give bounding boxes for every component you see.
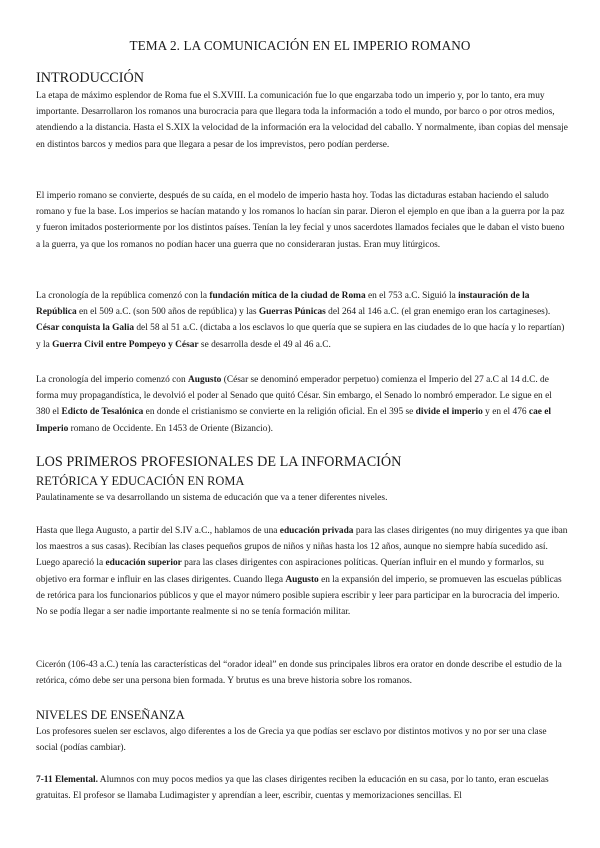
- text-run: y en el 476: [482, 407, 529, 418]
- text-run: Hasta que llega Augusto, a partir del S.IV a.C., hablamos de una: [36, 526, 280, 536]
- bold-text: Guerras Púnicas: [258, 307, 326, 318]
- paragraph: [36, 88, 568, 153]
- text-run: La etapa de máximo esplendor de Roma fue el S.XVIII. La comunicación fue lo que engarzaba todo un imperio y, por lo tanto, era muy importante. Desarrollaron los romanos una burocracia para que llegara toda la información a todo el mundo, por barco o por otros medios, atendiendo a la distancia. Hasta el S.XIX la velocidad de la información era la velocidad del caballo. Y normalmente, iban copias del mensaje en distintos barcos y medios para que llegara a pesar de los imprevistos, pero podían perderse.: [36, 91, 568, 150]
- bold-text: Augusto: [285, 574, 319, 585]
- text-run: Paulatinamente se va desarrollando un sistema de educación que va a tener diferentes niveles.: [36, 493, 388, 503]
- section-heading-niveles: NIVELES DE ENSEÑANZA: [36, 708, 185, 722]
- section-heading-profesionales: LOS PRIMEROS PROFESIONALES DE LA INFORMACIÓN: [36, 454, 402, 470]
- text-run: para las clases dirigentes (no muy dirigentes ya que iban los maestros a sus casas). Recibían las clases pequeños grupos de niños y niñas hasta los 12 años, aunque no siempre había sucedido así. Luego apareció la: [36, 526, 568, 569]
- text-run: Los profesores suelen ser esclavos, algo diferentes a los de Grecia ya que podías ser esclavo por distintos motivos y no por ser una clase social (podías cambiar).: [36, 727, 547, 754]
- paragraph: [36, 288, 568, 353]
- text-run: en el 753 a.C. Siguió la: [365, 291, 459, 301]
- text-run: del 264 al 146 a.C. (el gran enemigo eran los cartagineses).: [325, 307, 551, 318]
- text-run: La cronología de la república comenzó con la: [36, 291, 210, 301]
- bold-text: cae el Imperio: [36, 407, 552, 434]
- paragraph: [36, 657, 568, 689]
- text-run: en el 509 a.C. (son 500 años de república) y las: [76, 307, 259, 318]
- paragraph: [36, 188, 568, 253]
- paragraph: [36, 724, 568, 756]
- paragraph: [36, 772, 568, 804]
- bold-text: Augusto: [188, 375, 222, 385]
- paragraph: [36, 490, 568, 506]
- text-run: para las clases dirigentes con aspiraciones políticas. Querían influir en el mundo y formarlos, su objetivo era formar e influir en las clases dirigentes. Cuando llega: [36, 558, 544, 585]
- text-run: se desarrolla desde el 49 al 46 a.C.: [198, 339, 331, 350]
- bold-text: 7-11 Elemental.: [36, 775, 98, 785]
- text-run: en donde el cristianismo se convierte en la religión oficial. En el 395 se: [143, 407, 416, 418]
- text-run: El imperio romano se convierte, después de su caída, en el modelo de imperio hasta hoy. Todas las dictaduras estaban haciendo el saludo romano y fue la base. Los imperios se hacían matando y los romanos lo hacían sin parar. Dieron el ejemplo en que iban a la guerra por la paz y fueron imitados posteriormente por los distintos países. Tenían la ley fecial y unos sacerdotes llamados feciales que le daban el visto bueno a la guerra, ya que los romanos no podían hacer una guerra que no consideraran justas. Eran muy litúrgicos.: [36, 191, 565, 250]
- bold-text: Edicto de Tesalónica: [61, 407, 144, 418]
- text-run: La cronología del imperio comenzó con: [36, 375, 189, 385]
- text-run: Alumnos con muy pocos medios ya que las clases dirigentes reciben la educación en su casa, por lo tanto, eran escuelas gratuitas. El profesor se llamaba Ludimagister y aprendían a leer, escribir, cuentas y memorizaciones sencillas. El: [36, 775, 549, 802]
- text-run: del 58 al 51 a.C. (dictaba a los esclavos lo que quería que se supiera en las ciudades de lo que hacía y lo repartían) y la: [36, 323, 565, 350]
- text-run: (César se denominó emperador perpetuo) comienza el Imperio del 27 a.C al 14 d.C. de forma muy propagandística, le devolvió el poder al Senado que quitó César. Sin embargo, el Senado lo nombró emperador. Le sigue en el 380 el: [36, 375, 552, 418]
- bold-text: Guerra Civil entre Pompeyo y César: [52, 339, 199, 350]
- document-title: TEMA 2. LA COMUNICACIÓN EN EL IMPERIO ROMANO: [129, 38, 471, 53]
- bold-text: instauración de la República: [36, 291, 530, 318]
- section-heading-introduccion: INTRODUCCIÓN: [36, 70, 144, 86]
- text-run: Cicerón (106-43 a.C.) tenía las características del “orador ideal” en donde sus principales libros era orator en donde describe el estudio de la retórica, cómo debe ser una persona bien formada. Y brutus es una breve historia sobre los romanos.: [36, 660, 562, 687]
- bold-text: educación superior: [105, 558, 182, 569]
- paragraph: [36, 372, 568, 437]
- paragraph: [36, 523, 568, 620]
- bold-text: divide el imperio: [415, 407, 483, 418]
- bold-text: fundación mítica de la ciudad de Roma: [209, 291, 366, 301]
- subheading-retorica: RETÓRICA Y EDUCACIÓN EN ROMA: [36, 474, 245, 488]
- bold-text: educación privada: [279, 526, 354, 536]
- bold-text: César conquista la Galia: [36, 323, 135, 334]
- text-run: romano de Occidente. En 1453 de Oriente (Bizancio).: [68, 423, 273, 434]
- text-run: en la expansión del imperio, se promueven las escuelas públicas de retórica para los funcionarios públicos y que el mayor número posible supiera escribir y leer para participar en la burocracia del imperio. No se podía llegar a ser nadie importante realmente si no se tenía formación militar.: [36, 574, 562, 618]
